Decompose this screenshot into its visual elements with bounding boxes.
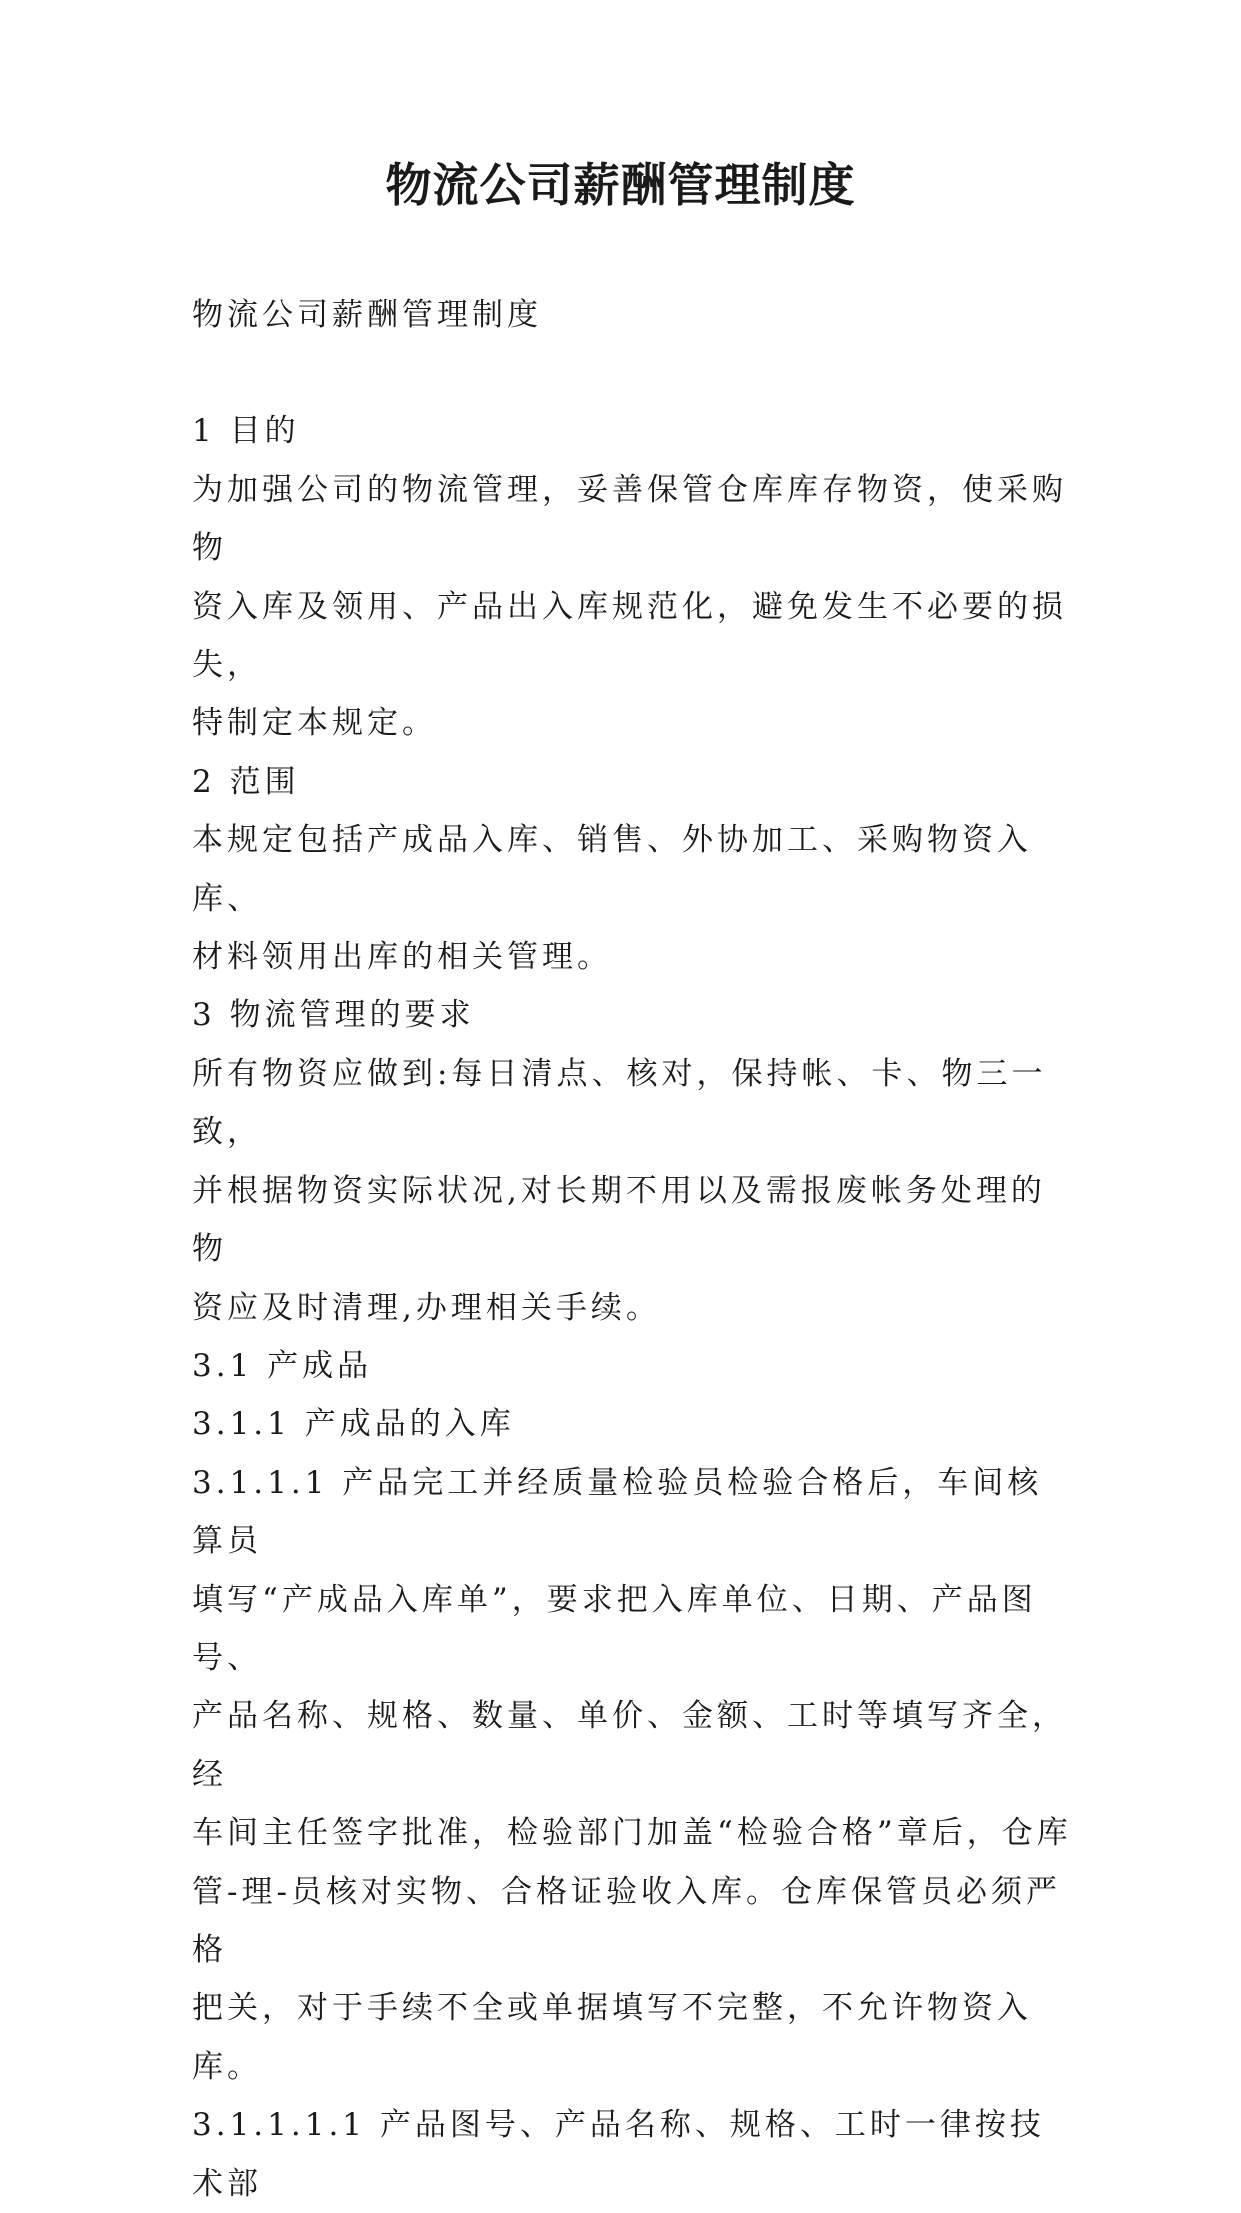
section-heading: 3.1 产成品 <box>192 1347 373 1384</box>
body-line: 所有物资应做到:每日清点、核对，保持帐、卡、物三一致， <box>192 1055 1047 1151</box>
body-line: 材料领用出库的相关管理。 <box>192 939 612 976</box>
body-line: 管-理-员核对实物、合格证验收入库。仓库保管员必须严格 <box>192 1873 1061 1968</box>
section-heading: 3.1.1 产成品的入库 <box>192 1406 515 1443</box>
section-heading: 3 物流管理的要求 <box>192 997 475 1034</box>
body-line: 填写“产成品入库单”，要求把入库单位、日期、产品图号、 <box>192 1581 1037 1676</box>
body-line: 资应及时清理,办理相关手续。 <box>192 1289 661 1326</box>
body-line: 并根据物资实际状况,对长期不用以及需报废帐务处理的物 <box>192 1172 1046 1268</box>
body-line: 把关，对于手续不全或单据填写不完整，不允许物资入库。 <box>192 1990 1032 2085</box>
document-subtitle: 物流公司薪酬管理制度 <box>192 297 542 333</box>
body-line: 车间主任签字批准，检验部门加盖“检验合格”章后，仓库 <box>192 1815 1072 1852</box>
body-line: 为加强公司的物流管理，妥善保管仓库库存物资，使采购物 <box>192 471 1067 567</box>
body-line: 产品名称、规格、数量、单价、金额、工时等填写齐全，经 <box>192 1698 1067 1793</box>
document-body <box>192 286 1072 2213</box>
body-line: 本规定包括产成品入库、销售、外协加工、采购物资入库、 <box>192 822 1032 917</box>
body-line: 特制定本规定。 <box>192 705 437 742</box>
document-title: 物流公司薪酬管理制度 <box>385 158 856 212</box>
section-heading: 2 范围 <box>192 763 300 800</box>
body-line: 3.1.1.1 产品完工并经质量检验员检验合格后，车间核算员 <box>192 1464 1043 1560</box>
body-line: 资入库及领用、产品出入库规范化，避免发生不必要的损失， <box>192 588 1067 684</box>
body-line: 3.1.1.1.1 产品图号、产品名称、规格、工时一律按技术部 <box>192 2107 1045 2202</box>
section-heading: 1 目的 <box>192 413 300 450</box>
